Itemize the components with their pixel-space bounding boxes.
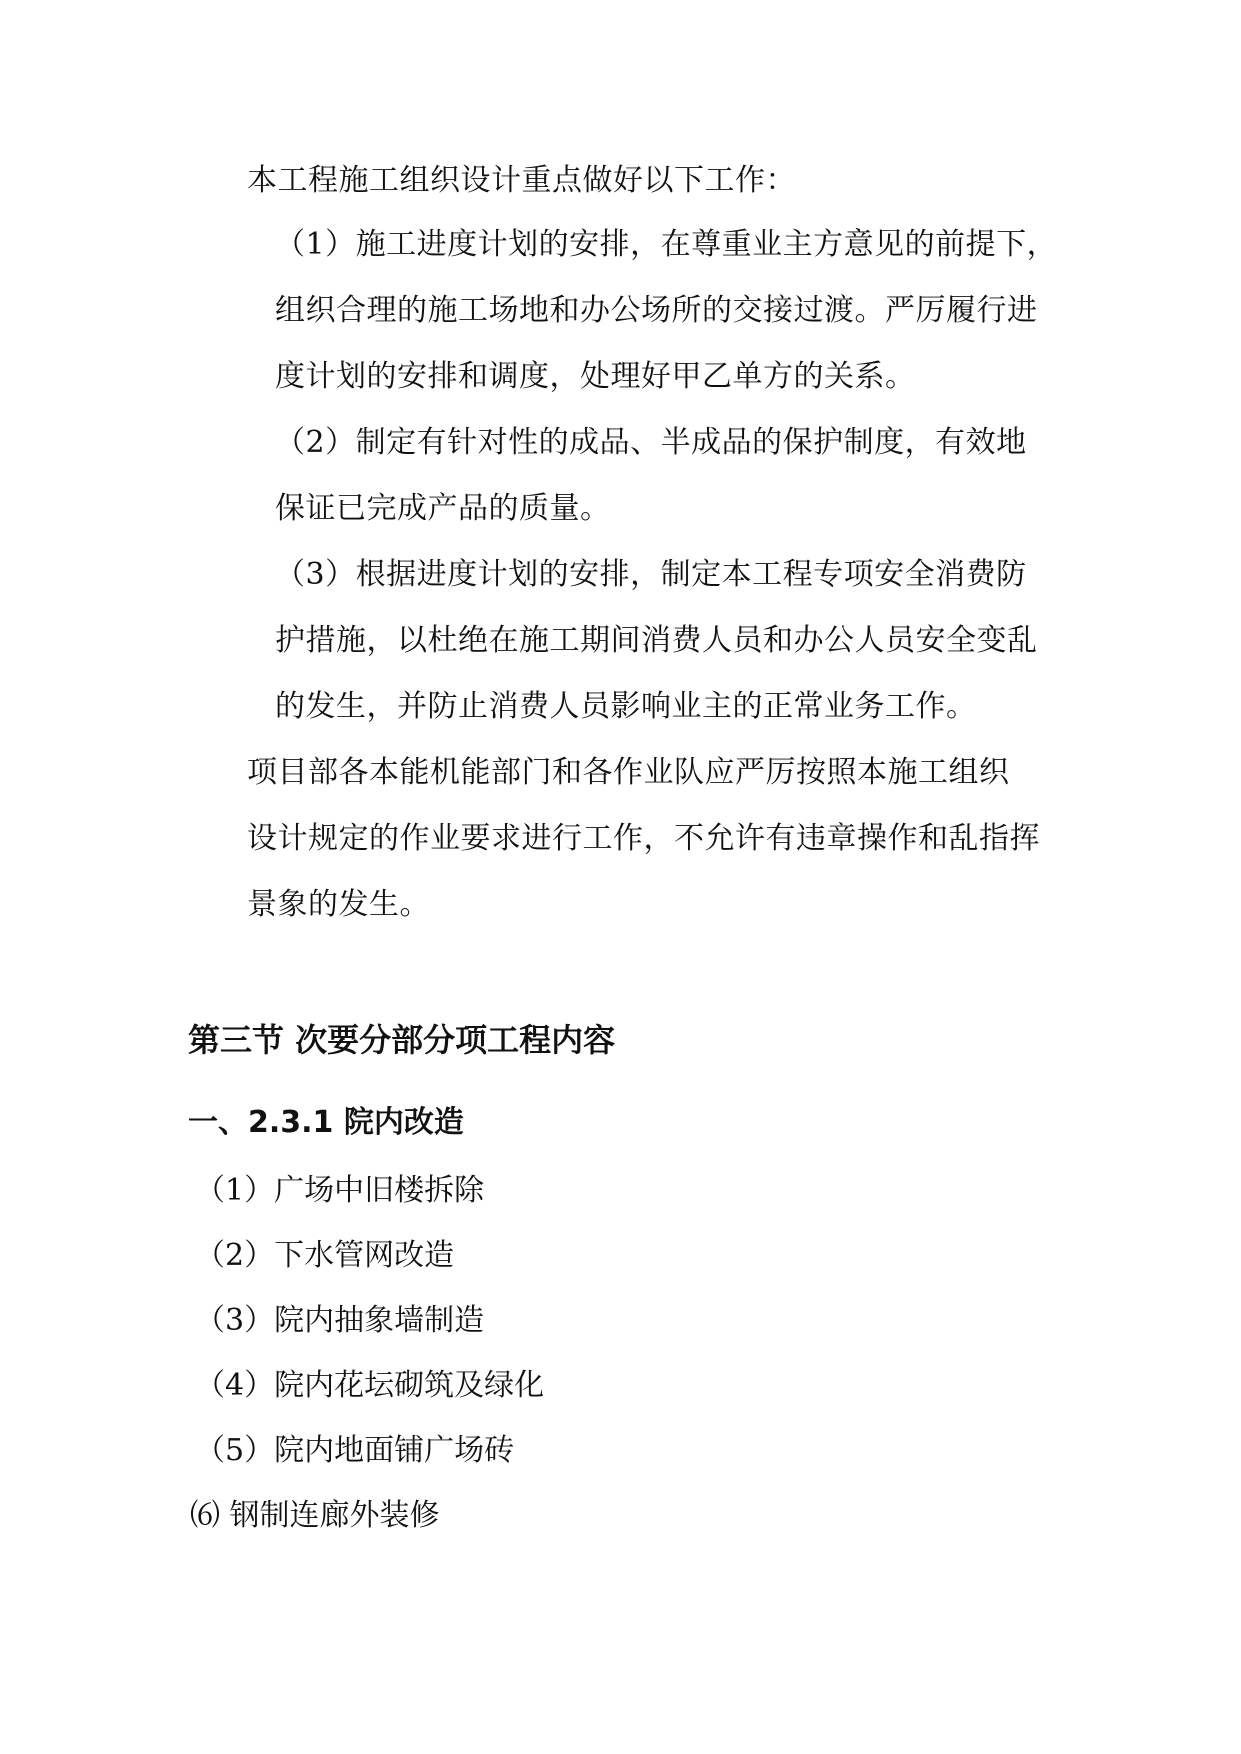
item-1-line-1: （1）施工进度计划的安排，在尊重业主方意见的前提下， bbox=[275, 227, 1058, 262]
list-item: （3）院内抽象墙制造 bbox=[195, 1303, 485, 1338]
list-item: ⑹ 钢制连廊外装修 bbox=[190, 1498, 440, 1533]
item-2-line-1: （2）制定有针对性的成品、半成品的保护制度，有效地 bbox=[275, 425, 1027, 460]
closing-line-3: 景象的发生。 bbox=[247, 887, 430, 922]
list-item: （1）广场中旧楼拆除 bbox=[195, 1173, 485, 1208]
item-3-line-2: 护措施，以杜绝在施工期间消费人员和办公人员安全变乱 bbox=[275, 623, 1038, 658]
item-1-line-2: 组织合理的施工场地和办公场所的交接过渡。严厉履行进 bbox=[275, 293, 1038, 328]
list-item: （5）院内地面铺广场砖 bbox=[195, 1433, 515, 1468]
item-3-line-1: （3）根据进度计划的安排，制定本工程专项安全消费防 bbox=[275, 557, 1027, 592]
closing-line-2: 设计规定的作业要求进行工作，不允许有违章操作和乱指挥 bbox=[247, 821, 1040, 856]
section-heading: 第三节 次要分部分项工程内容 bbox=[188, 1021, 616, 1059]
item-1-line-3: 度计划的安排和调度，处理好甲乙单方的关系。 bbox=[275, 359, 916, 394]
item-3-line-3: 的发生，并防止消费人员影响业主的正常业务工作。 bbox=[275, 689, 977, 724]
closing-line-1: 项目部各本能机能部门和各作业队应严厉按照本施工组织 bbox=[247, 755, 1010, 790]
subsection-heading: 一、2.3.1 院内改造 bbox=[188, 1105, 464, 1140]
list-item: （4）院内花坛砌筑及绿化 bbox=[195, 1368, 545, 1403]
list-item: （2）下水管网改造 bbox=[195, 1238, 455, 1273]
intro-paragraph: 本工程施工组织设计重点做好以下工作： bbox=[247, 163, 796, 198]
item-2-line-2: 保证已完成产品的质量。 bbox=[275, 491, 611, 526]
